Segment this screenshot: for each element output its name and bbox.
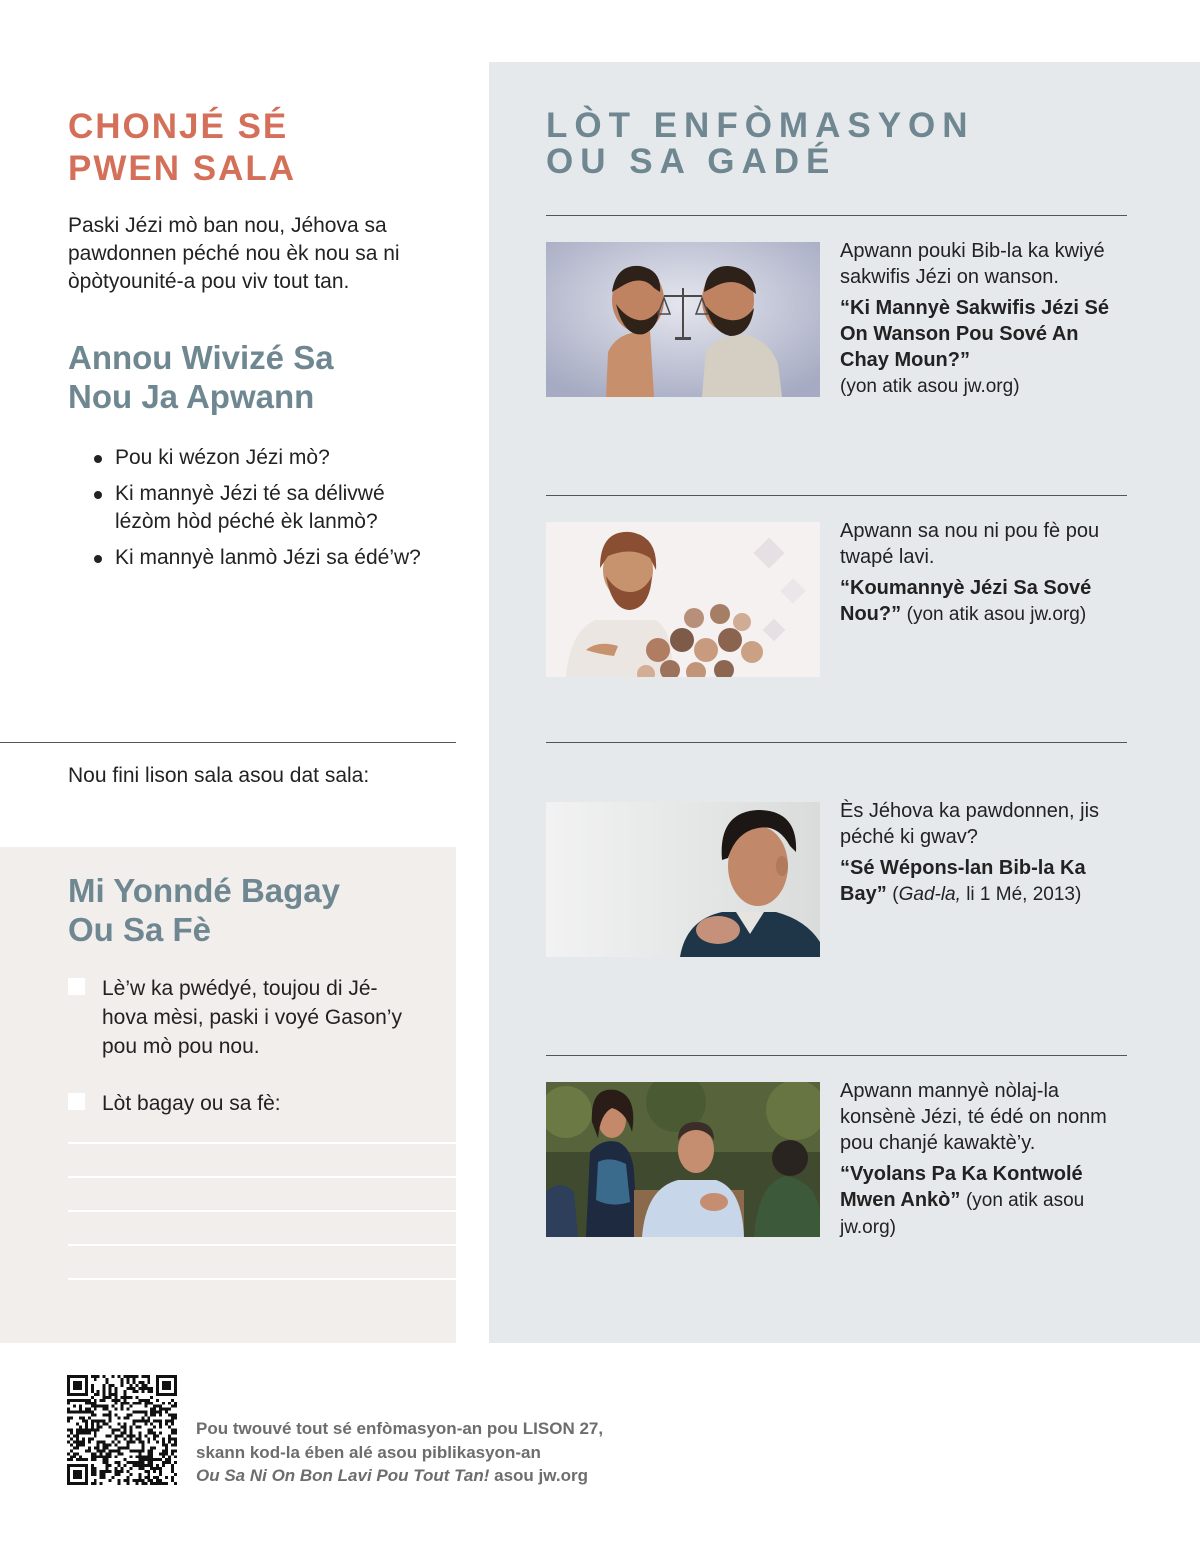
divider [0,742,456,743]
resource-source-publication: Gad-la, [898,884,961,905]
two-men-with-scales-image[interactable] [546,242,820,397]
resource-source: (Gad-la, li 1 Mé, 2013) [892,884,1082,905]
review-question [92,480,452,536]
goal-item[interactable] [68,1089,438,1118]
review-heading-line2: Nou Ja Apwann [68,378,315,415]
footer-line2: skann kod-la ében alé asou piblikasyon-an [196,1442,541,1462]
write-in-line[interactable] [68,1278,456,1280]
more-info-heading [546,108,975,180]
goal-checkbox[interactable] [68,1093,85,1110]
resource-source: (yon atik asou jw.org) [840,376,1020,397]
key-point-heading [68,106,296,190]
qr-code-icon[interactable] [67,1375,177,1485]
resource-article-title[interactable]: “Sé Wépons-lan Bib-la Ka Bay” [840,857,1086,905]
review-question-text: Pou ki wézon Jézi mò? [115,446,330,469]
key-point-text-line1: Paski Jézi mò ban nou, Jéhova sa [68,214,387,237]
write-in-line[interactable] [68,1176,456,1178]
resource-description: Ès Jéhova ka pawdonnen, jis péché ki gwav? [840,800,1100,848]
review-heading-line1: Annou Wivizé Sa [68,339,334,376]
resource-item [840,798,1130,908]
goal-checkbox[interactable] [68,978,85,995]
goal-item-text-line3: pou mò pou nou. [102,1035,260,1058]
key-point-heading-line1: CHONJÉ SÉ [68,107,289,146]
resource-article-title[interactable]: “Koumannyè Jézi Sa Sové Nou?” [840,577,1092,625]
resource-description: Apwann mannyè nòlaj-la konsènè Jézi, té édé on nonm pou chanjé kawaktè’y. [840,1080,1107,1154]
goal-heading [68,871,340,949]
more-info-heading-line2: OU SA GADÉ [546,142,837,181]
man-praying-image[interactable] [546,802,820,957]
key-point-text-line3: òpòtyounité-a pou viv tout tan. [68,270,350,293]
resource-description: Apwann pouki Bib-la ka kwiyé sakwifis Jézi on wanson. [840,240,1105,288]
footer-line3-rest: asou jw.org [489,1466,588,1485]
write-in-line[interactable] [68,1210,456,1212]
review-question [92,544,452,572]
resource-item [840,518,1130,628]
write-in-line[interactable] [68,1244,456,1246]
resource-source: (yon atik asou jw.org) [840,1190,1085,1238]
review-question-text-cont: lézòm hòd péché èk lanmò? [115,510,378,533]
divider [546,742,1127,743]
bullet-icon [94,491,102,499]
write-in-line[interactable] [68,1142,456,1144]
resource-source-date: li 1 Mé, 2013) [966,884,1082,905]
review-question [92,444,452,472]
bullet-icon [94,455,102,463]
review-questions [92,444,452,580]
divider [546,215,1127,216]
goal-heading-line2: Ou Sa Fè [68,911,212,948]
footer-line1: Pou twouvé tout sé enfòmasyon-an pou LISON 27, [196,1419,604,1438]
goal-item[interactable] [68,974,438,1061]
goal-item-text: Lòt bagay ou sa fè: [102,1092,281,1115]
completed-date-label: Nou fini lison sala asou dat sala: [68,764,370,787]
review-question-text: Ki mannyè Jézi té sa délivwé [115,482,385,505]
footer-note [196,1417,636,1488]
resource-item [840,1078,1130,1241]
review-question-text: Ki mannyè lanmò Jézi sa édé’w? [115,546,421,569]
more-info-heading-line1: LÒT ENFÒMASYON [546,106,975,145]
goal-item-text [68,974,438,1061]
key-point-text [68,212,448,296]
couple-with-friends-image[interactable] [546,1082,820,1237]
divider [546,1055,1127,1056]
bullet-icon [94,555,102,563]
footer-publication-title[interactable]: Ou Sa Ni On Bon Lavi Pou Tout Tan! [196,1466,490,1485]
key-point-text-line2: pawdonnen péché nou èk nou sa ni [68,242,400,265]
resource-description: Apwann sa nou ni pou fè pou twapé lavi. [840,520,1100,568]
key-point-heading-line2: PWEN SALA [68,149,296,188]
resource-article-title[interactable]: “Ki Mannyè Sakwifis Jézi Sé On Wanson Pou Sové An Chay Moun?” [840,297,1109,371]
goal-heading-line1: Mi Yonndé Bagay [68,872,340,909]
resource-article-title[interactable]: “Vyolans Pa Ka Kontwolé Mwen Ankò” [840,1163,1083,1211]
goal-item-text-line2: hova mèsi, paski i voyé Gason’y [102,1006,402,1029]
goal-item-text-line1: Lè’w ka pwédyé, toujou di Jé- [102,977,378,1000]
divider [546,495,1127,496]
resource-item [840,238,1130,400]
review-heading [68,338,334,416]
jesus-with-people-image[interactable] [546,522,820,677]
resource-source: (yon atik asou jw.org) [906,604,1087,625]
